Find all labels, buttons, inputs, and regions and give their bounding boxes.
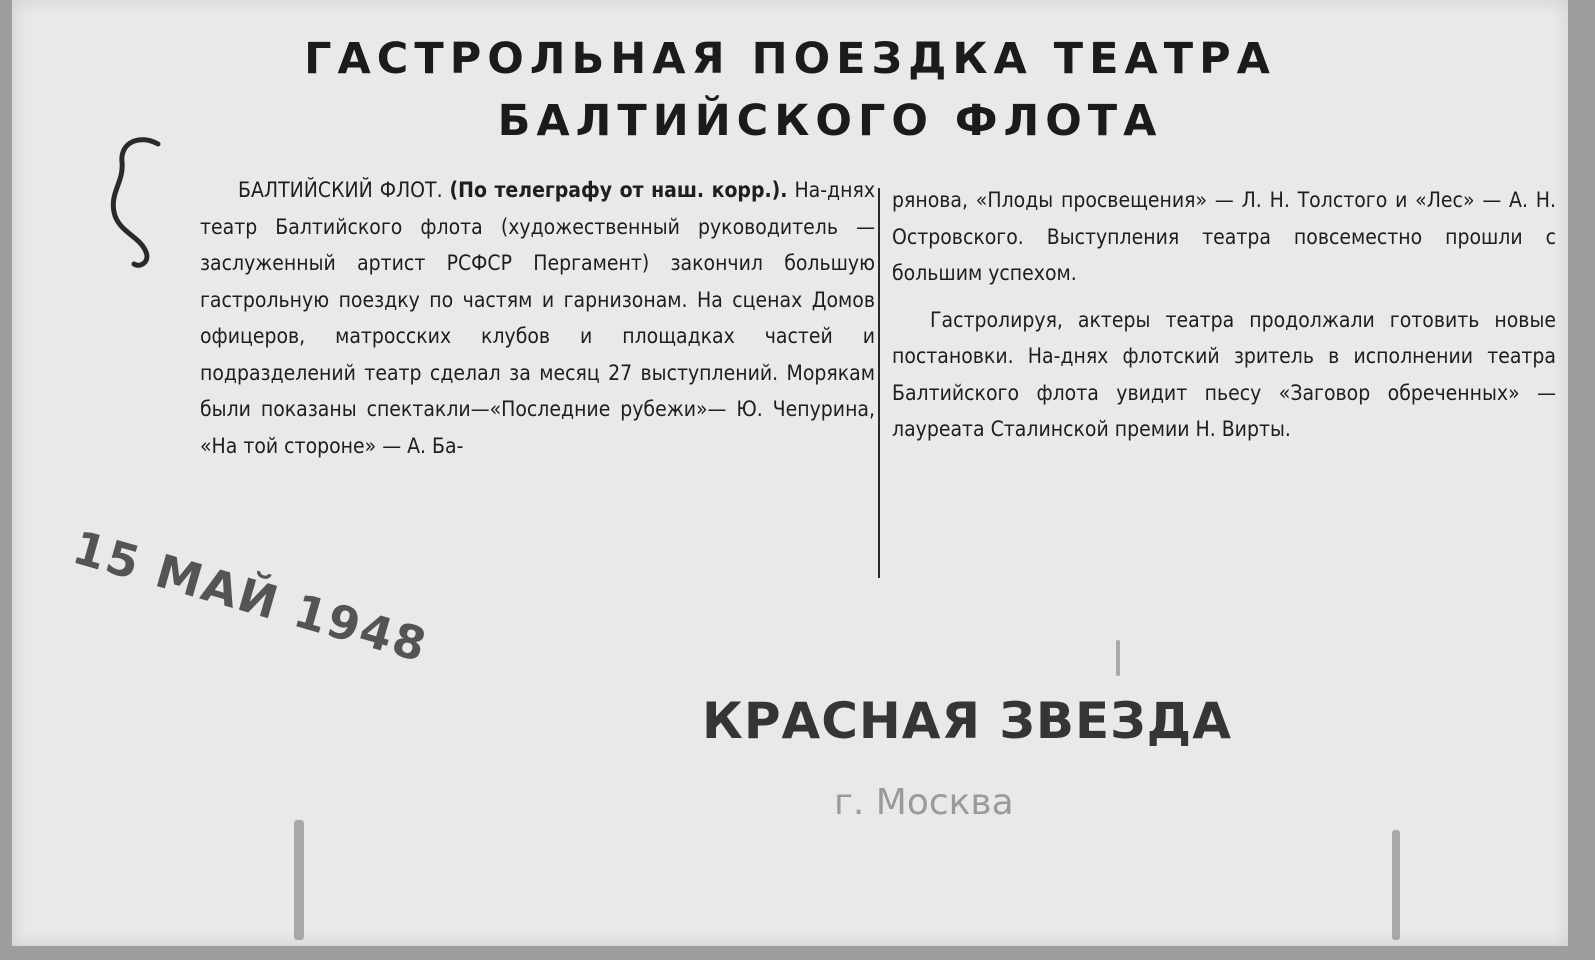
article-paragraph-1 — [200, 172, 875, 464]
article-column-right — [892, 182, 1556, 448]
paper-smudge — [294, 820, 304, 940]
article-paragraph-2: Гастролируя, актеры театра продолжали готовить новые постановки. На-днях флотский зритель в исполнении театра Балтийского флота увидит пьесу «Заговор обреченных» — лауреата Сталинской премии Н. Вирты. — [892, 307, 1556, 441]
source-note: (По телеграфу от наш. корр.). — [449, 178, 788, 202]
headline — [12, 28, 1568, 152]
article-continuation: рянова, «Плоды просвещения» — Л. Н. Толстого и «Лес» — А. Н. Островского. Выступления театра повсеместно прошли с большим успехом. — [892, 188, 1556, 285]
date-stamp: 15 МАЙ 1948 — [67, 520, 434, 673]
article-body-left: На-днях театр Балтийского флота (художественный руководитель — заслуженный артист РСФСР Пергамент) закончил большую гастрольную поездку по частям и гарнизонам. На сценах Домов офицеров, матросских клубов и площадках частей и подразделений театр сделал за месяц 27 выступлений. Морякам были показаны спектакли—«Последние рубежи»— Ю. Чепурина, «На той стороне» — А. Ба- — [200, 178, 876, 458]
column-divider — [878, 188, 880, 578]
newspaper-clipping — [12, 0, 1568, 946]
headline-line-2: БАЛТИЙСКОГО ФЛОТА — [497, 96, 1163, 146]
dateline: БАЛТИЙСКИЙ ФЛОТ. — [238, 178, 443, 202]
city-stamp: г. Москва — [834, 782, 1014, 823]
headline-line-1: ГАСТРОЛЬНАЯ ПОЕЗДКА ТЕАТРА — [304, 34, 1276, 84]
handwritten-numeral-mark — [100, 132, 172, 272]
paper-smudge — [1116, 640, 1120, 676]
article-column-left — [200, 172, 875, 464]
publication-stamp: КРАСНАЯ ЗВЕЗДА — [702, 692, 1232, 750]
paper-smudge — [1392, 830, 1400, 940]
